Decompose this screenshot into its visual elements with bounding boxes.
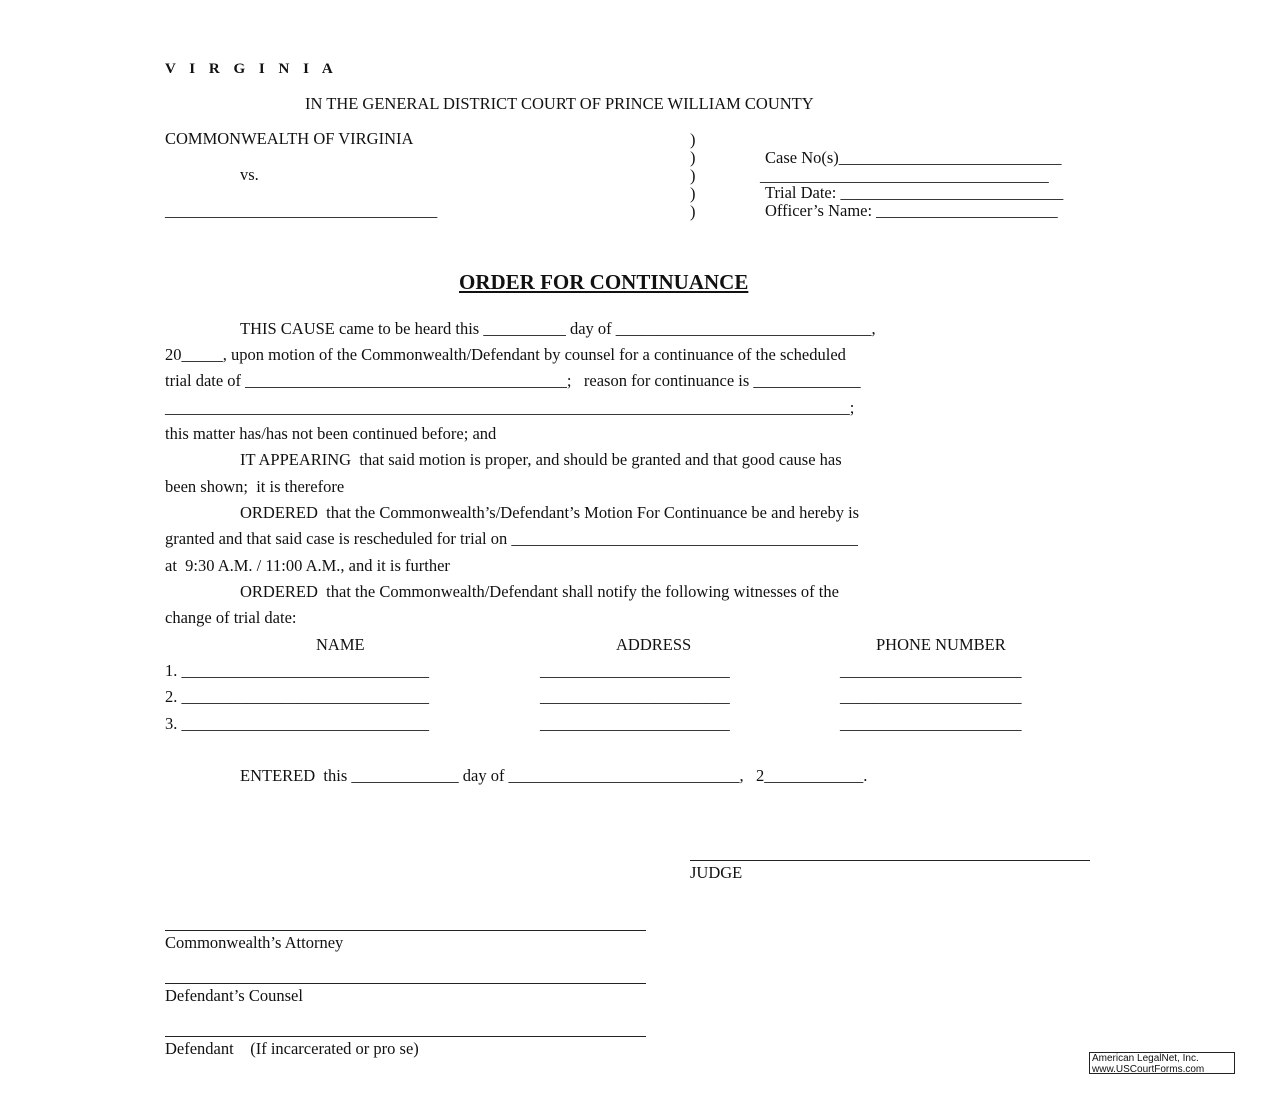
body-line: trial date of _______________________________________; reason for continuance is _____________ <box>165 371 861 390</box>
state-heading: V I R G I N I A <box>165 61 338 77</box>
witness-header-phone: PHONE NUMBER <box>876 635 1006 654</box>
publisher-stamp <box>1089 1052 1235 1074</box>
court-heading: IN THE GENERAL DISTRICT COURT OF PRINCE WILLIAM COUNTY <box>305 94 814 113</box>
caption-paren: ) <box>690 148 696 167</box>
body-line: this matter has/has not been continued before; and <box>165 424 497 443</box>
witness-row-phone: ______________________ <box>840 687 1022 706</box>
body-line: ORDERED that the Commonwealth/Defendant shall notify the following witnesses of the <box>240 582 839 601</box>
entered-line: ENTERED this _____________ day of ____________________________, 2____________. <box>240 766 868 785</box>
body-line: been shown; it is therefore <box>165 477 345 496</box>
body-line: change of trial date: <box>165 608 297 627</box>
judge-label: JUDGE <box>690 863 743 882</box>
body-line: 20_____, upon motion of the Commonwealth/Defendant by counsel for a continuance of the scheduled <box>165 345 846 364</box>
witness-row-phone: ______________________ <box>840 661 1022 680</box>
caption-paren: ) <box>690 166 696 185</box>
witness-row-phone: ______________________ <box>840 714 1022 733</box>
body-line: THIS CAUSE came to be heard this __________ day of _______________________________, <box>240 319 876 338</box>
judge-signature-line <box>690 860 1090 861</box>
publisher-name: American LegalNet, Inc. <box>1092 1053 1199 1064</box>
officer-name-field: Officer’s Name: ______________________ <box>765 201 1058 220</box>
caption-paren: ) <box>690 130 696 149</box>
cw-attorney-signature-line <box>165 930 646 931</box>
caption-paren: ) <box>690 202 696 221</box>
defendant-blank: _________________________________ <box>165 201 438 220</box>
witness-row-address: _______________________ <box>540 661 730 680</box>
def-counsel-label: Defendant’s Counsel <box>165 986 303 1005</box>
body-line: IT APPEARING that said motion is proper, and should be granted and that good cause has <box>240 450 842 469</box>
def-counsel-signature-line <box>165 983 646 984</box>
caption-paren: ) <box>690 184 696 203</box>
body-line: ___________________________________________________________________________________; <box>165 398 855 417</box>
defendant-signature-line <box>165 1036 646 1037</box>
witness-row-address: _______________________ <box>540 687 730 706</box>
plaintiff-name: COMMONWEALTH OF VIRGINIA <box>165 129 414 148</box>
case-number-field: Case No(s)___________________________ <box>765 148 1062 167</box>
body-line: ORDERED that the Commonwealth’s/Defendant’s Motion For Continuance be and hereby is <box>240 503 860 522</box>
document-title: ORDER FOR CONTINUANCE <box>459 270 749 294</box>
trial-date-field: Trial Date: ___________________________ <box>765 183 1064 202</box>
witness-header-name: NAME <box>316 635 365 654</box>
witness-header-address: ADDRESS <box>616 635 692 654</box>
cw-attorney-label: Commonwealth’s Attorney <box>165 933 344 952</box>
publisher-url[interactable]: www.USCourtForms.com <box>1092 1063 1205 1075</box>
versus-label: vs. <box>240 165 259 184</box>
witness-row-address: _______________________ <box>540 714 730 733</box>
body-line: granted and that said case is rescheduled for trial on __________________________________________ <box>165 529 858 548</box>
witness-row-name: 1. ______________________________ <box>165 661 429 680</box>
defendant-label: Defendant (If incarcerated or pro se) <box>165 1039 419 1058</box>
witness-row-name: 3. ______________________________ <box>165 714 429 733</box>
body-line: at 9:30 A.M. / 11:00 A.M., and it is further <box>165 556 450 575</box>
case-number-field-2: ___________________________________ <box>760 166 1049 185</box>
witness-row-name: 2. ______________________________ <box>165 687 429 706</box>
